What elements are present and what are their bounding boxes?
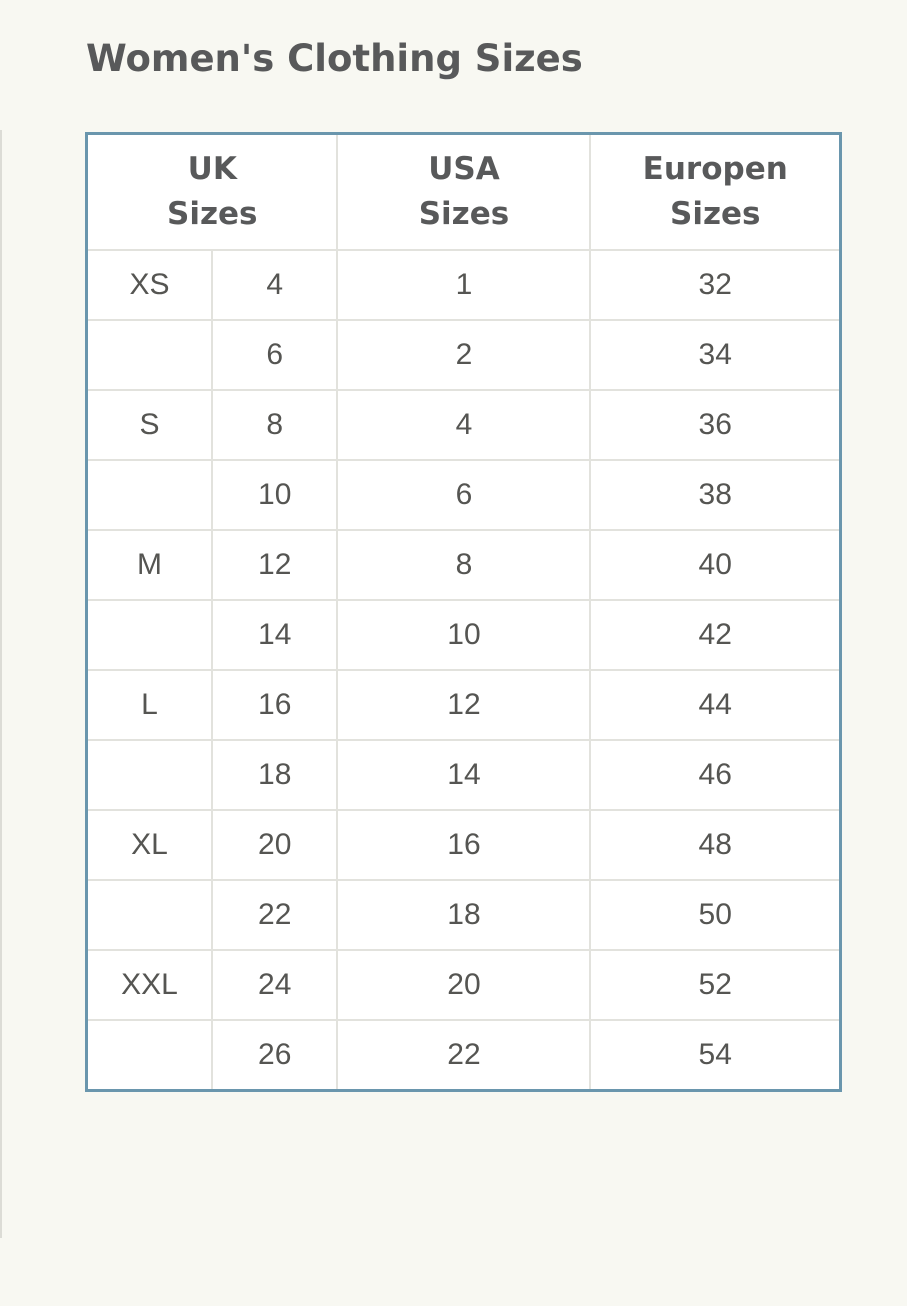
cell-uk-size: 10 — [212, 460, 338, 530]
page-left-edge-line — [0, 130, 2, 1238]
cell-usa-size: 10 — [337, 600, 590, 670]
table-row — [87, 1020, 841, 1091]
cell-eu-size: 48 — [590, 810, 840, 880]
cell-usa-size: 6 — [337, 460, 590, 530]
cell-usa-size: 20 — [337, 950, 590, 1020]
cell-eu-size: 42 — [590, 600, 840, 670]
cell-letter-size — [87, 460, 212, 530]
table-row — [87, 460, 841, 530]
cell-usa-size: 14 — [337, 740, 590, 810]
table-row — [87, 950, 841, 1020]
header-uk-sizes — [87, 134, 338, 251]
cell-letter-size — [87, 740, 212, 810]
header-uk-line1: UK — [187, 151, 237, 187]
cell-eu-size: 40 — [590, 530, 840, 600]
header-europen-sizes — [590, 134, 840, 251]
cell-letter-size: S — [87, 390, 212, 460]
cell-uk-size: 14 — [212, 600, 338, 670]
table-row — [87, 320, 841, 390]
table-row — [87, 810, 841, 880]
cell-uk-size: 20 — [212, 810, 338, 880]
table-row — [87, 670, 841, 740]
header-eu-line2: Sizes — [670, 196, 761, 232]
cell-usa-size: 4 — [337, 390, 590, 460]
table-row — [87, 600, 841, 670]
cell-eu-size: 46 — [590, 740, 840, 810]
size-chart-table — [85, 132, 842, 1092]
cell-uk-size: 12 — [212, 530, 338, 600]
table-row — [87, 740, 841, 810]
cell-usa-size: 1 — [337, 250, 590, 320]
table-row — [87, 530, 841, 600]
header-usa-line2: Sizes — [418, 196, 510, 232]
cell-eu-size: 38 — [590, 460, 840, 530]
table-row — [87, 390, 841, 460]
cell-letter-size — [87, 1020, 212, 1091]
cell-eu-size: 50 — [590, 880, 840, 950]
cell-uk-size: 6 — [212, 320, 338, 390]
cell-usa-size: 18 — [337, 880, 590, 950]
table-row — [87, 880, 841, 950]
table-header-row — [87, 134, 841, 251]
cell-eu-size: 36 — [590, 390, 840, 460]
page-title: Women's Clothing Sizes — [86, 37, 583, 80]
cell-usa-size: 16 — [337, 810, 590, 880]
cell-letter-size: XL — [87, 810, 212, 880]
cell-usa-size: 2 — [337, 320, 590, 390]
table-row — [87, 250, 841, 320]
cell-eu-size: 34 — [590, 320, 840, 390]
cell-letter-size — [87, 880, 212, 950]
cell-letter-size: M — [87, 530, 212, 600]
cell-letter-size — [87, 320, 212, 390]
cell-uk-size: 24 — [212, 950, 338, 1020]
cell-uk-size: 8 — [212, 390, 338, 460]
cell-uk-size: 4 — [212, 250, 338, 320]
cell-eu-size: 54 — [590, 1020, 840, 1091]
cell-letter-size: L — [87, 670, 212, 740]
cell-eu-size: 32 — [590, 250, 840, 320]
header-uk-line2: Sizes — [167, 196, 258, 232]
cell-uk-size: 26 — [212, 1020, 338, 1091]
cell-letter-size: XS — [87, 250, 212, 320]
cell-uk-size: 16 — [212, 670, 338, 740]
header-usa-sizes — [337, 134, 590, 251]
cell-letter-size: XXL — [87, 950, 212, 1020]
cell-usa-size: 12 — [337, 670, 590, 740]
cell-uk-size: 22 — [212, 880, 338, 950]
cell-eu-size: 44 — [590, 670, 840, 740]
header-usa-line1: USA — [428, 151, 500, 187]
cell-usa-size: 8 — [337, 530, 590, 600]
cell-usa-size: 22 — [337, 1020, 590, 1091]
header-eu-line1: Europen — [642, 151, 788, 187]
cell-eu-size: 52 — [590, 950, 840, 1020]
cell-uk-size: 18 — [212, 740, 338, 810]
cell-letter-size — [87, 600, 212, 670]
